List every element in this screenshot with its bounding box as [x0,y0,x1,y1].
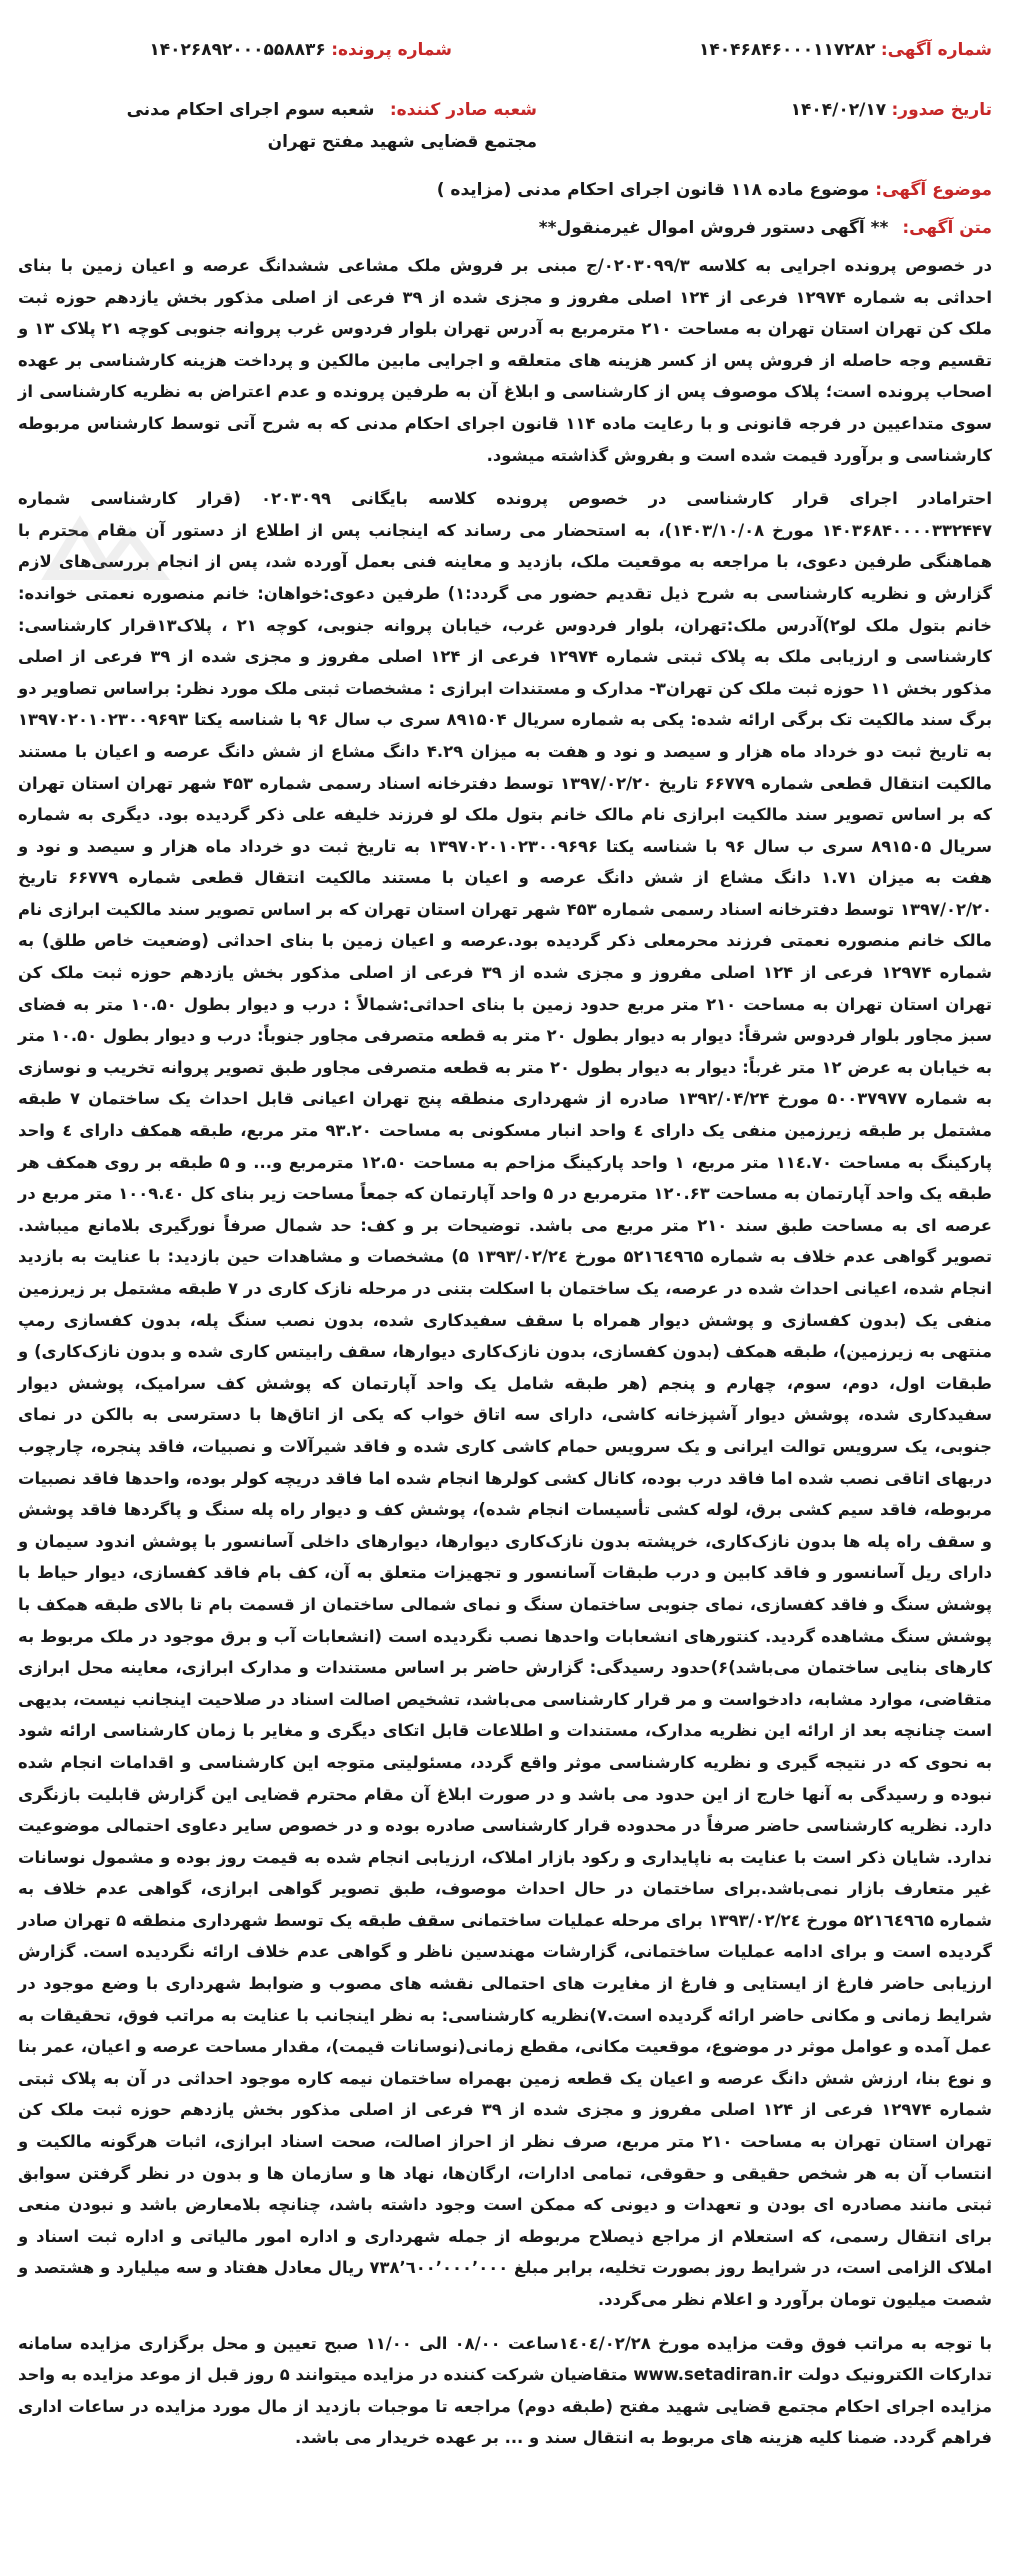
paragraph-auction-details: با توجه به مراتب فوق وقت مزایده مورخ ۱٤۰٤/۰۲/۲۸ساعت ۰۸/۰۰ الی ۱۱/۰۰ صبح تعیین و محل برگزاری مزایده سامانه تدارکات الکترونیک دولت www.setadiran.ir متقاضیان شرکت کننده در مزایده میتوانند ۵ روز قبل از موعد مزایده به واحد مزایده اجرای احکام مجتمع قضایی شهید مفتح (طبقه دوم) مراجعه تا موجبات بازدید از مال مورد مزایده در ساعات اداری فراهم گردد. ضمنا کلیه هزینه های مربوط به انتقال سند و ... بر عهده خریدار می باشد. [18,2333,992,2448]
issuing-branch-row [87,94,537,158]
ad-text-label: متن آگهی: [902,218,992,238]
ad-number-value: ۱۴۰۴۶۸۴۶۰۰۰۱۱۷۲۸۲ [699,40,876,60]
subject-row [18,180,992,200]
ad-title-row [18,218,992,238]
subject-value: موضوع ماده ۱۱۸ قانون اجرای احکام مدنی (مزایده ) [436,180,870,200]
ad-body [18,250,992,2454]
issue-date-label: تاریخ صدور: [891,100,992,120]
case-number-value: ۱۴۰۲۶۸۹۲۰۰۰۵۵۸۸۳۶ [149,40,326,60]
issuing-branch-value: شعبه سوم اجرای احکام مدنی مجتمع قضایی شهید مفتح تهران [126,100,537,152]
subject-label: موضوع آگهی: [875,180,992,200]
ad-title: ** آگهی دستور فروش اموال غیرمنقول** [538,218,889,238]
case-number-label: شماره پرونده: [331,40,452,60]
paragraph-expert-report: احترامادر اجرای قرار کارشناسی در خصوص پرونده کلاسه بایگانی ۰۲۰۳۰۹۹ (قرار کارشناسی شماره ۱۴۰۳۶۸۴۰۰۰۰۳۳۲۴۴۷ مورخ ۱۴۰۳/۱۰/۰۸)، به استحضار می رساند که اینجانب پس از اطلاع از دستور آن مقام محترم با هماهنگی طرفین دعوی، با مراجعه به موقعیت ملک، بازدید و معاینه فنی بعمل آورده شد، پس از انجام بررسی‌های لازم گزارش و نظریه کارشناسی به شرح ذیل تقدیم حضور می گردد:۱) طرفین دعوی:خواهان: خانم منصوره نعمتی خوانده: خانم بتول ملک لو۲)آدرس ملک:تهران، بلوار فردوس غرب، خیابان پروانه جنوبی، کوچه ۲۱ ، پلاک۱۳قرار کارشناسی: کارشناسی و ارزیابی ملک به پلاک ثبتی شماره ۱۲۹۷۴ فرعی از ۱۲۴ اصلی مفروز و مجزی شده از ۳۹ فرعی از اصلی مذکور بخش ۱۱ حوزه ثبت ملک کن تهران۳- مدارک و مستندات ابرازی : مشخصات ثبتی ملک مورد نظر: براساس تصاویر دو برگ سند مالکیت تک برگی ارائه شده: یکی به شماره سریال ۸۹۱۵۰۴ سری ب سال ۹۶ با شناسه یکتا ۱۳۹۷۰۲۰۱۰۲۳۰۰۹۶۹۳ به تاریخ ثبت دو خرداد ماه هزار و سیصد و نود و هفت به میزان ۴.۲۹ دانگ مشاع از شش دانگ عرصه و اعیان با مستند مالکیت انتقال قطعی شماره ۶۶۷۷۹ تاریخ ۱۳۹۷/۰۲/۲۰ توسط دفترخانه اسناد رسمی شماره ۴۵۳ شهر تهران استان تهران که بر اساس تصویر سند مالکیت ابرازی نام مالک خانم بتول ملک لو فرزند خلیفه علی ذکر گردیده بود. دیگری به شماره سریال ۸۹۱۵۰۵ سری ب سال ۹۶ با شناسه یکتا ۱۳۹۷۰۲۰۱۰۲۳۰۰۹۶۹۶ به تاریخ ثبت دو خرداد ماه هزار و سیصد و نود و هفت به میزان ۱.۷۱ دانگ مشاع از شش دانگ عرصه و اعیان با مستند مالکیت انتقال قطعی شماره ۶۶۷۷۹ تاریخ ۱۳۹۷/۰۲/۲۰ توسط دفترخانه اسناد رسمی شماره ۴۵۳ شهر تهران استان تهران که بر اساس تصویر سند مالکیت ابرازی نام مالک خانم منصوره نعمتی فرزند محرمعلی ذکر گردیده بود.عرصه و اعیان زمین با بنای احداثی (وضعیت خاص طلق) به شماره ۱۲۹۷۴ فرعی از ۱۲۴ اصلی مفروز و مجزی شده از ۳۹ فرعی از اصلی مذکور بخش یازدهم حوزه ثبت ملک کن تهران استان تهران به مساحت ۲۱۰ متر مربع حدود زمین با بنای احداثی:شمالاً : درب و دیوار بطول ۱۰.۵۰ متر به فضای سبز مجاور بلوار فردوس شرقاً: دیوار به دیوار بطول ۲۰ متر به قطعه متصرفی مجاور جنوباً: درب و دیوار بطول ۱۰.۵۰ متر به خیابان به عرض ۱۲ متر غرباً: دیوار به دیوار بطول ۲۰ متر به قطعه متصرفی مجاور طبق تصویر پروانه تخریب و نوسازی به شماره ۵۰۰۳۷۹۷۷ مورخ ۱۳۹۲/۰۴/۲۴ صادره از شهرداری منطقه پنج تهران اعیانی قابل احداث یک ساختمان ۷ طبقه مشتمل بر طبقه زیرزمین منفی یک دارای ٤ واحد انبار مسکونی به مساحت ۹۳.۲۰ متر مربع، طبقه همکف دارای ٤ واحد پارکینگ به مساحت ۱۱٤.۷۰ متر مربع، ۱ واحد پارکینگ مزاحم به مساحت ۱۲.۵۰ مترمربع و... و ۵ طبقه بر روی همکف هر طبقه یک واحد آپارتمان به مساحت ۱۲۰.۶۳ مترمربع در ۵ واحد آپارتمان که جمعاً مساحت زیر بنای کل ۱۰۰۹.٤۰ متر مربع در عرصه ای به مساحت طبق سند ۲۱۰ متر مربع می باشد. توضیحات بر و کف: حد شمال صرفاً نورگیری بلامانع میباشد. تصویر گواهی عدم خلاف به شماره ۵۲۱٦٤۹٦۵ مورخ ۱۳۹۳/۰۲/۲٤ ۵) مشخصات و مشاهدات حین بازدید: با عنایت به بازدید انجام شده، اعیانی احداث شده در عرصه، یک ساختمان با اسکلت بتنی در مرحله نازک کاری در ۷ طبقه مشتمل بر زیرزمین منفی یک (بدون کفسازی و پوشش دیوار همراه با سقف سفیدکاری شده، بدون نصب سنگ پله، بدون کفسازی رمپ منتهی به زیرزمین)، طبقه همکف (بدون کفسازی، بدون نازک‌کاری دیوارها، سقف رابیتس کاری شده و بدون نازک‌کاری) و طبقات اول، دوم، سوم، چهارم و پنجم (هر طبقه شامل یک واحد آپارتمان که پوشش کف سرامیک، پوشش دیوار سفیدکاری شده، پوشش دیوار آشپزخانه کاشی، دارای سه اتاق خواب که یکی از اتاق‌ها با دسترسی به بالکن در نمای جنوبی، یک سرویس توالت ایرانی و یک سرویس حمام کاشی کاری شده و فاقد شیرآلات و نصبیات، فاقد پنجره، چارچوب دربهای اتاقی نصب شده اما فاقد درب بوده، کانال کشی کولرها انجام شده اما فاقد دریچه کولر بوده، واحدها فاقد نصبیات مربوطه، فاقد سیم کشی برق، لوله کشی تأسیسات انجام شده)، پوشش کف و دیوار راه پله سنگ و پاگردها فاقد پوشش و سقف راه پله ها بدون نازک‌کاری، خرپشته بدون نازک‌کاری دیوارها، دیوارهای داخلی آسانسور با پوشش اندود سیمان و دارای ریل آسانسور و فاقد کابین و درب طبقات آسانسور و تجهیزات متعلق به آن، کف بام فاقد کفسازی، دیوار حیاط با پوشش سنگ و فاقد کفسازی، نمای جنوبی ساختمان سنگ و نمای شمالی ساختمان از قسمت بام تا بالای طبقه همکف با پوشش سنگ مشاهده گردید. کنتورهای انشعابات واحدها نصب نگردیده است (انشعابات آب و برق موجود در ملک مربوط به کارهای بنایی ساختمان می‌باشد)۶)حدود رسیدگی: گزارش حاضر بر اساس مستندات و مدارک ابرازی، معاینه محل ابرازی متقاضی، موارد مشابه، دادخواست و مر قرار کارشناسی می‌باشد، تشخیص اصالت اسناد در صلاحیت اینجانب نیست، بدیهی است چنانچه بعد از ارائه این نظریه مدارک، مستندات و اطلاعات قابل اتکای دیگری و مغایر با زمان کارشناسی ارائه شود به نحوی که در نتیجه گیری و نظریه کارشناسی موثر واقع گردد، مسئولیتی متوجه این کارشناسی و اقدامات انجام شده نبوده و رسیدگی به آنها خارج از این حدود می باشد و در صورت ابلاغ آن مقام محترم قضایی این گزارش قابلیت بازنگری دارد. نظریه کارشناسی حاضر صرفاً در محدوده قرار کارشناسی صادره بوده و در خصوص سایر دعاوی احتمالی موضوعیت ندارد. شایان ذکر است با عنایت به ناپایداری و رکود بازار املاک، ارزیابی انجام شده به قیمت روز بوده و مشمول نوسانات غیر متعارف بازار نمی‌باشد.برای ساختمان در حال احداث موصوف، طبق تصویر گواهی ابرازی، گواهی عدم خلاف به شماره ۵۲۱٦٤۹٦۵ مورخ ۱۳۹۳/۰۲/۲٤ برای مرحله عملیات ساختمانی سقف طبقه یک توسط شهرداری منطقه ۵ تهران صادر گردیده است و برای ادامه عملیات ساختمانی، گزارشات مهندسین ناظر و گواهی عدم خلاف ارائه نگردیده است. گزارش ارزیابی حاضر فارغ از ایستایی و فارغ از مغایرت های احتمالی نقشه های مصوب و ضوابط شهرداری با وضع موجود در شرایط زمانی و مکانی حاضر ارائه گردیده است.۷)نظریه کارشناسی: به نظر اینجانب با عنایت به مراتب فوق، تحقیقات به عمل آمده و عوامل موثر در موضوع، موقعیت مکانی، مقطع زمانی(نوسانات قیمت)، مقدار مساحت عرصه و اعیان، عمر بنا و نوع بنا، ارزش شش دانگ عرصه و اعیان یک قطعه زمین بهمراه ساختمان نیمه کاره موجود احداثی در آن به پلاک ثبتی شماره ۱۲۹۷۴ فرعی از ۱۲۴ اصلی مفروز و مجزی شده از ۳۹ فرعی از اصلی مذکور بخش یازدهم حوزه ثبت ملک کن تهران استان تهران به مساحت ۲۱۰ متر مربع، صرف نظر از احراز اصالت، صحت اسناد ابرازی، اثبات هرگونه مالکیت و انتساب آن به هر شخص حقیقی و حقوقی، تمامی ادارات، ارگان‌ها، نهاد ها و سازمان ها و بدون در نظر گرفتن سوابق ثبتی مانند مصادره ای بودن و تعهدات و دیونی که ممکن است وجود داشته باشد، چنانچه بلامعارض باشد و نبودن منعی برای انتقال رسمی، که استعلام از مراجع ذیصلاح مربوطه از جمله شهرداری و اداره امور مالیاتی و اداره ثبت اسناد و املاک الزامی است، در شرایط روز بصورت تخلیه، برابر مبلغ ۷۳۸٬٦۰۰٬۰۰۰٬۰۰۰ ریال معادل هفتاد و سه میلیارد و هشتصد و شصت میلیون تومان برآورد و اعلام نظر می‌گردد. [18,489,993,2309]
paragraph-intro: در خصوص پرونده اجرایی به کلاسه ۰۲۰۳۰۹۹/۳/ج مبنی بر فروش ملک مشاعی ششدانگ عرصه و اعیان زمین با بنای احداثی به شماره ۱۲۹۷۴ فرعی از ۱۲۴ اصلی مفروز و مجزی شده از ۳۹ فرعی از اصلی مذکور بخش یازدهم حوزه ثبت ملک کن تهران استان تهران به مساحت ۲۱۰ مترمربع به آدرس تهران بلوار فردوس غرب پروانه جنوبی کوچه ۲۱ پلاک ۱۳ و تقسیم وجه حاصله از فروش پس از کسر هزینه های متعلقه و اجرایی مابین مالکین و پرداخت هزینه کارشناسی بر عهده اصحاب پرونده است؛ پلاک موصوف پس از کارشناسی و ابلاغ آن به طرفین پرونده و عدم اعتراض به نظریه کارشناسی از سوی متداعیین در فرجه قانونی و با رعایت ماده ۱۱۴ قانون اجرای احکام مدنی که به شرح آتی توسط کارشناس مربوطه کارشناسی و برآورد قیمت شده است و بفروش گذاشته میشود. [18,256,993,465]
ad-number-label: شماره آگهی: [880,40,992,60]
ad-number-row [699,40,992,60]
issue-date-value: ۱۴۰۴/۰۲/۱۷ [790,100,887,120]
issue-date-row [791,100,992,120]
ad-header [18,30,992,150]
case-number-row [149,40,452,60]
issuing-branch-label: شعبه صادر کننده: [389,100,537,120]
